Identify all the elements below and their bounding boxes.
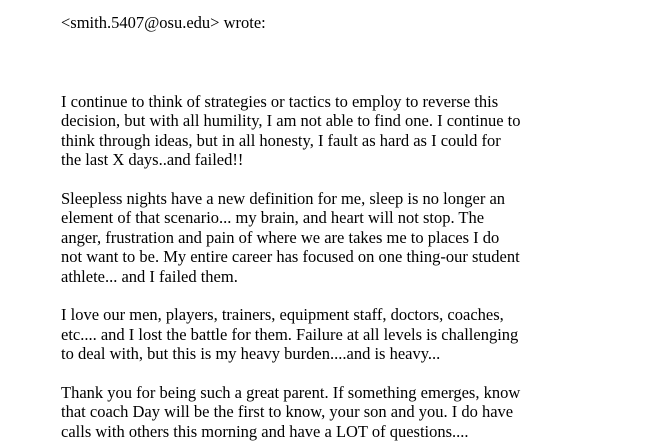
text-line: anger, frustration and pain of where we are takes me to places I do bbox=[61, 228, 651, 248]
text-line: the last X days..and failed!! bbox=[61, 150, 651, 170]
text-line: not want to be. My entire career has focused on one thing-our student bbox=[61, 247, 651, 267]
email-paragraph-4 bbox=[61, 383, 651, 441]
text-line: decision, but with all humility, I am not able to find one. I continue to bbox=[61, 111, 651, 131]
email-paragraph-1 bbox=[61, 92, 651, 170]
text-line: Sleepless nights have a new definition for me, sleep is no longer an bbox=[61, 189, 651, 209]
text-line: etc.... and I lost the battle for them. Failure at all levels is challenging bbox=[61, 325, 651, 345]
text-line: I love our men, players, trainers, equipment staff, doctors, coaches, bbox=[61, 305, 651, 325]
text-line: element of that scenario... my brain, and heart will not stop. The bbox=[61, 208, 651, 228]
text-line: Thank you for being such a great parent. If something emerges, know bbox=[61, 383, 651, 403]
email-document bbox=[61, 13, 651, 441]
text-line: think through ideas, but in all honesty, I fault as hard as I could for bbox=[61, 131, 651, 151]
text-line: calls with others this morning and have a LOT of questions.... bbox=[61, 422, 651, 441]
text-line: to deal with, but this is my heavy burden....and is heavy... bbox=[61, 344, 651, 364]
text-line: I continue to think of strategies or tactics to employ to reverse this bbox=[61, 92, 651, 112]
email-paragraph-3 bbox=[61, 305, 651, 364]
email-paragraph-2 bbox=[61, 189, 651, 287]
text-line: that coach Day will be the first to know, your son and you. I do have bbox=[61, 402, 651, 422]
text-line: athlete... and I failed them. bbox=[61, 267, 651, 287]
email-quote-header: <smith.5407@osu.edu> wrote: bbox=[61, 13, 651, 33]
